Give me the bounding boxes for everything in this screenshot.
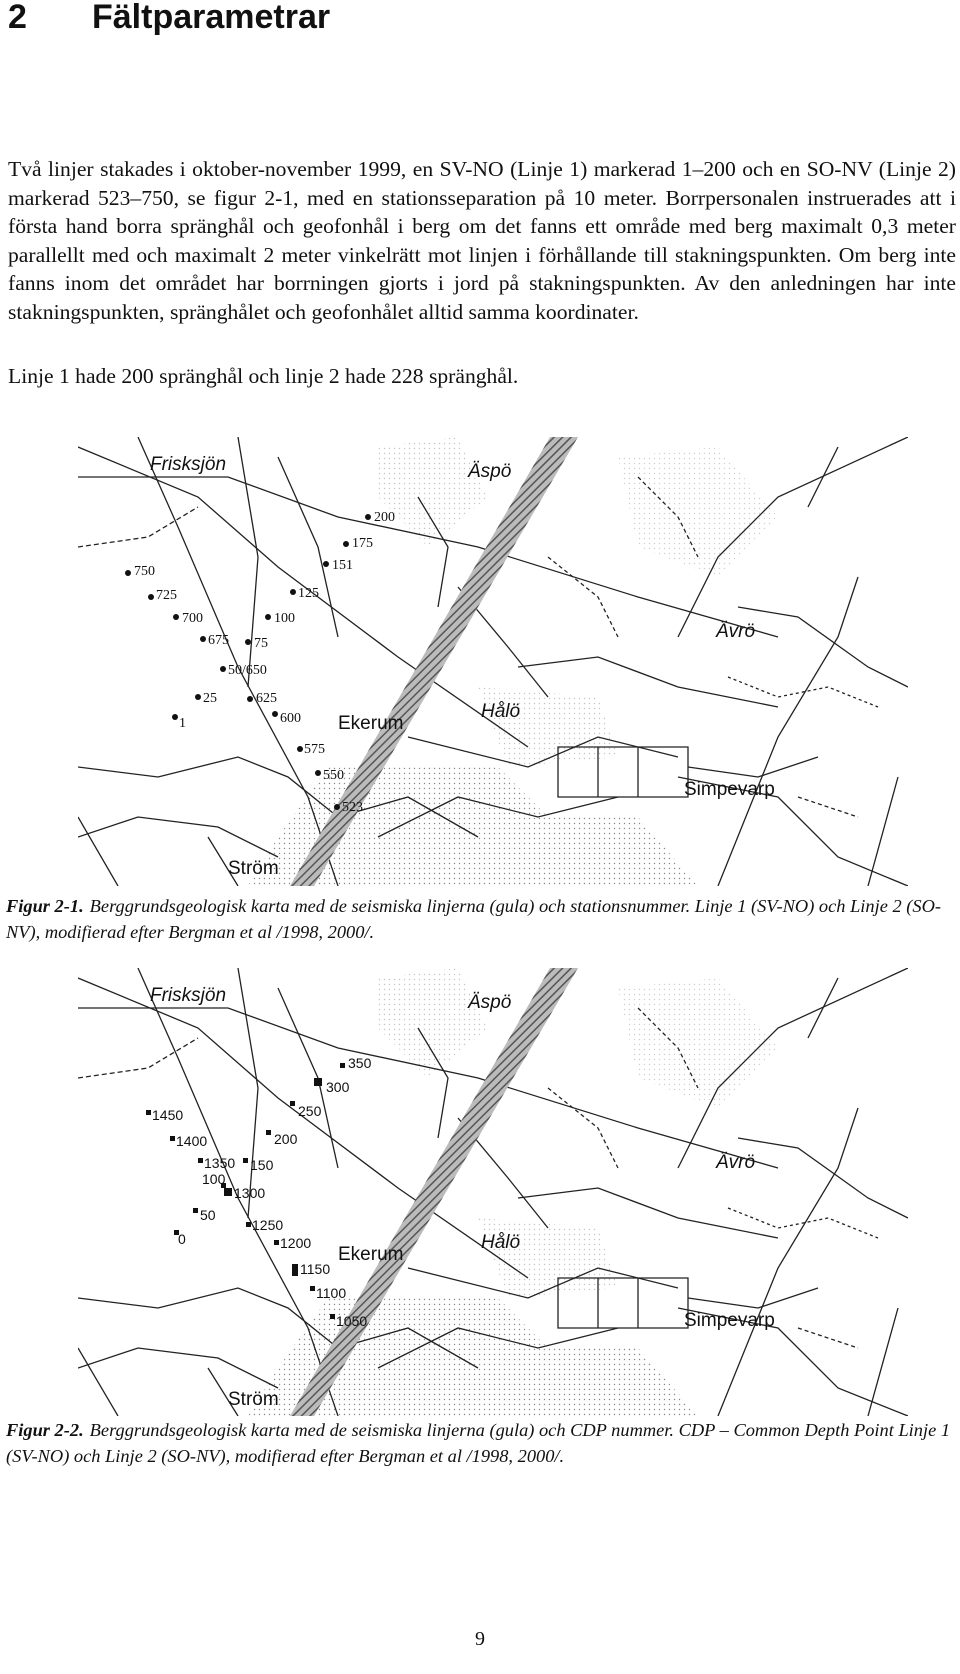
cdp-label: 100: [202, 1171, 226, 1187]
cdp-label: 300: [326, 1079, 350, 1095]
cdp-label: 0: [178, 1231, 186, 1247]
place-ekerum: Ekerum: [338, 1244, 404, 1265]
cdp-label: 1150: [300, 1261, 331, 1277]
figure-2-map: [78, 968, 908, 1416]
figure-2-caption: [6, 1417, 956, 1469]
place-simpevarp: Simpevarp: [684, 1310, 775, 1331]
station-label: 100: [274, 611, 295, 626]
cdp-label: 1300: [234, 1185, 266, 1201]
station-label: 1: [179, 716, 186, 731]
station-label: 725: [156, 588, 177, 603]
place-strom: Ström: [228, 858, 279, 879]
station-label: 700: [182, 611, 203, 626]
cdp-label: 200: [274, 1131, 298, 1147]
station-label: 625: [256, 691, 277, 706]
figure-2-caption-text: Berggrundsgeologisk karta med de seismiska linjerna (gula) och CDP nummer. CDP – Common Depth Point Linje 1 (SV-NO) och Linje 2 (SO-NV), modifierad efter Bergman et al /1998, 2000/.: [6, 1420, 951, 1466]
cdp-label: 1450: [152, 1107, 184, 1123]
cdp-label: 250: [298, 1103, 322, 1119]
figure-1-caption: [6, 893, 956, 945]
station-label: 175: [352, 536, 373, 551]
station-label: 523: [342, 800, 363, 815]
place-halo: Hålö: [481, 701, 521, 722]
station-label: 50/650: [228, 663, 267, 678]
section-heading: [8, 0, 330, 37]
station-label: 750: [134, 564, 155, 579]
cdp-labels: [152, 1055, 372, 1329]
place-avro: Ävrö: [716, 1152, 756, 1173]
cdp-label: 1350: [204, 1155, 236, 1171]
figure-1-caption-text: Berggrundsgeologisk karta med de seismiska linjerna (gula) och stationsnummer. Linje 1 (SV-NO) och Linje 2 (SO-NV), modifierad efter Bergman et al /1998, 2000/.: [6, 896, 941, 942]
body-paragraph-1: Två linjer stakades i oktober-november 1999, en SV-NO (Linje 1) markerad 1–200 och en SO-NV (Linje 2) markerad 523–750, se figur 2-1, med en stationsseparation på 10 meter. Borrpersonalen instruerades att i första hand borra spränghål och geofonhål i berg om det fanns ett område med berg maximalt 0,3 meter parallellt med och maximalt 2 meter vinkelrätt mot linjen i förhållande till stakningspunkten. Om berg inte fanns inom det området har borrningen gjorts i jord på stakningspunkten. Av den anledningen har inte stakningspunkten, spränghålet och geofonhålet alltid samma koordinater.: [8, 157, 956, 324]
cdp-label: 1200: [280, 1235, 312, 1251]
cdp-label: 150: [250, 1157, 274, 1173]
place-simpevarp: Simpevarp: [684, 779, 775, 800]
section-number: 2: [8, 0, 27, 36]
place-frisksjon: Frisksjön: [150, 454, 227, 475]
body-paragraph-2: Linje 1 hade 200 spränghål och linje 2 hade 228 spränghål.: [8, 364, 519, 388]
section-title: Fältparametrar: [92, 0, 331, 36]
station-label: 575: [304, 742, 325, 757]
cdp-label: 50: [200, 1207, 216, 1223]
cdp-label: 1050: [336, 1313, 368, 1329]
page-number: 9: [475, 1628, 485, 1650]
place-frisksjon: Frisksjön: [150, 985, 227, 1006]
figure-1-map: [78, 437, 908, 886]
station-label: 25: [203, 691, 217, 706]
station-label: 600: [280, 711, 301, 726]
place-avro: Ävrö: [716, 621, 756, 642]
figure-2-label: Figur 2-2.: [6, 1420, 84, 1440]
cdp-label: 1400: [176, 1133, 208, 1149]
cdp-label: 350: [348, 1055, 372, 1071]
station-label: 151: [332, 558, 353, 573]
station-label: 75: [254, 636, 268, 651]
place-halo: Hålö: [481, 1232, 521, 1253]
place-aspo: Äspö: [468, 461, 512, 482]
cdp-label: 1250: [252, 1217, 284, 1233]
station-label: 200: [374, 510, 395, 525]
cdp-label: 1100: [316, 1285, 347, 1301]
place-ekerum: Ekerum: [338, 713, 404, 734]
station-label: 550: [323, 768, 344, 783]
station-label: 675: [208, 633, 229, 648]
station-label: 125: [298, 586, 319, 601]
figure-1-label: Figur 2-1.: [6, 896, 84, 916]
place-strom: Ström: [228, 1389, 279, 1410]
place-aspo: Äspö: [468, 992, 512, 1013]
